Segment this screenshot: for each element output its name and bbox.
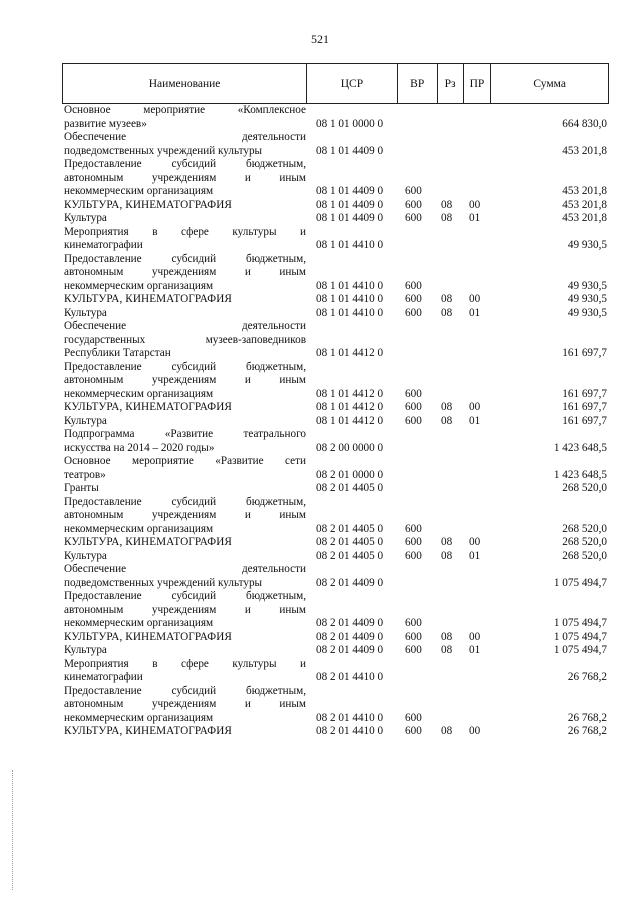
row-pr: 01 [469,212,481,224]
table-row [62,455,609,482]
row-rz: 08 [441,401,453,413]
row-vr: 600 [405,536,422,548]
row-name-line: некоммерческим организациям [64,522,214,535]
table-row [62,590,609,631]
row-name [62,199,306,213]
row-sum: 268 520,0 [562,549,607,562]
row-name [62,685,306,726]
row-name-line: КУЛЬТУРА, КИНЕМАТОГРАФИЯ [64,293,232,305]
row-pr: 00 [469,401,481,413]
row-csr: 08 2 01 4405 0 [316,522,384,535]
row-sum: 268 520,0 [562,482,607,494]
row-rz: 08 [441,549,453,562]
table-row [62,536,609,550]
row-name-line: Культура [64,549,107,562]
row-name-line: некоммерческим организациям [64,279,214,292]
row-csr: 08 1 01 4412 0 [316,347,384,359]
row-sum: 268 520,0 [562,536,607,548]
row-name-line: искусства на 2014 – 2020 годы» [64,441,215,454]
row-vr: 600 [405,630,422,643]
row-sum: 1 075 494,7 [553,644,607,656]
row-rz: 08 [441,198,453,211]
row-csr: 08 1 01 4412 0 [316,401,384,413]
row-name [62,496,306,537]
row-name [62,428,306,455]
row-rz: 08 [441,414,453,427]
row-vr: 600 [405,401,422,413]
row-vr: 600 [405,387,422,400]
row-csr: 08 2 01 4409 0 [316,576,384,589]
table-row [62,226,609,253]
row-sum: 26 768,2 [567,711,607,724]
row-csr: 08 1 01 4410 0 [316,293,384,305]
row-name-line: развитие музеев» [64,117,147,130]
row-rz: 08 [441,644,453,656]
row-sum: 664 830,0 [562,117,607,130]
row-name [62,212,306,226]
row-name [62,482,306,496]
row-pr: 01 [469,549,481,562]
row-vr: 600 [405,711,422,724]
row-rz: 08 [441,630,453,643]
row-name-line: Гранты [64,482,99,494]
row-name [62,293,306,307]
row-name-line: кинематографии [64,239,143,251]
table-body [62,104,609,739]
row-name-line: Подпрограмма «Развитие театрального [64,428,306,440]
row-name [62,644,306,658]
table-row [62,563,609,590]
row-name-line: Предоставление субсидий бюджетным, [64,158,306,170]
row-name-line: КУЛЬТУРА, КИНЕМАТОГРАФИЯ [64,725,232,737]
row-name-line: Обеспечение деятельности [64,320,306,332]
row-rz: 08 [441,536,453,548]
row-name [62,590,306,631]
row-name-line: Обеспечение деятельности [64,563,306,575]
header-rz: Рз [437,64,463,103]
table-row [62,725,609,739]
row-name [62,631,306,645]
row-csr: 08 2 01 4409 0 [316,617,384,629]
row-name-line: Культура [64,212,107,224]
table-row [62,644,609,658]
row-name-line: Обеспечение деятельности [64,131,306,143]
row-name-line: Республики Татарстан [64,347,171,359]
row-pr: 01 [469,414,481,427]
row-name-line: некоммерческим организациям [64,617,214,629]
table-row [62,253,609,294]
table-row [62,320,609,361]
row-csr: 08 1 01 4412 0 [316,387,384,400]
row-csr: 08 1 01 4409 0 [316,144,384,157]
row-csr: 08 2 01 4405 0 [316,536,384,548]
row-name-line: КУЛЬТУРА, КИНЕМАТОГРАФИЯ [64,198,232,211]
row-rz: 08 [441,293,453,305]
row-name [62,563,306,590]
row-pr: 00 [469,293,481,305]
row-name [62,725,306,739]
row-name [62,226,306,253]
row-pr: 00 [469,725,481,737]
row-sum: 268 520,0 [562,522,607,535]
table-row [62,361,609,402]
page-number: 521 [311,32,329,46]
row-name-line: автономным учреждениям и иным [64,374,306,386]
row-sum: 26 768,2 [567,671,607,683]
row-name-line: автономным учреждениям и иным [64,603,306,616]
row-sum: 1 423 648,5 [553,468,607,481]
row-sum: 1 075 494,7 [553,630,607,643]
row-name-line: КУЛЬТУРА, КИНЕМАТОГРАФИЯ [64,401,232,413]
table-row [62,104,609,131]
table-row [62,658,609,685]
header-pr: ПР [463,64,491,103]
table-row [62,631,609,645]
row-csr: 08 2 01 0000 0 [316,468,384,481]
row-name-line: автономным учреждениям и иным [64,266,306,278]
row-name-line: автономным учреждениям и иным [64,698,306,710]
header-csr: ЦСР [306,64,397,103]
table-row [62,428,609,455]
table-row [62,482,609,496]
row-sum: 1 075 494,7 [553,576,607,589]
row-name-line: КУЛЬТУРА, КИНЕМАТОГРАФИЯ [64,536,232,548]
header-sum: Сумма [490,64,608,103]
row-sum: 161 697,7 [562,414,607,427]
row-name-line: Мероприятия в сфере культуры и [64,225,306,238]
row-csr: 08 1 01 4410 0 [316,279,384,292]
row-name [62,455,306,482]
row-vr: 600 [405,212,422,224]
row-rz: 08 [441,725,453,737]
row-sum: 1 423 648,5 [553,441,607,454]
row-vr: 600 [405,414,422,427]
row-sum: 49 930,5 [567,279,607,292]
row-name [62,536,306,550]
row-rz: 08 [441,212,453,224]
margin-marks [12,770,14,890]
row-name [62,401,306,415]
row-csr: 08 2 01 4410 0 [316,671,384,683]
row-sum: 49 930,5 [567,239,607,251]
row-pr: 01 [469,644,481,656]
row-vr: 600 [405,198,422,211]
table-row [62,550,609,564]
row-name-line: Культура [64,644,107,656]
table-row [62,685,609,726]
row-pr: 01 [469,306,481,319]
row-name-line: некоммерческим организациям [64,387,214,400]
row-sum: 453 201,8 [562,198,607,211]
table-row [62,401,609,415]
row-vr: 600 [405,279,422,292]
table-row [62,496,609,537]
row-name-line: Предоставление субсидий бюджетным, [64,252,306,265]
row-sum: 26 768,2 [567,725,607,737]
table-row [62,131,609,158]
row-name-line: театров» [64,468,106,481]
row-csr: 08 1 01 4409 0 [316,185,384,197]
row-name-line: Предоставление субсидий бюджетным, [64,360,306,373]
row-sum: 49 930,5 [567,293,607,305]
row-name [62,131,306,158]
row-vr: 600 [405,617,422,629]
table-row [62,415,609,429]
row-name-line: государственных музеев-заповедников [64,333,306,346]
row-vr: 600 [405,293,422,305]
row-csr: 08 1 01 4412 0 [316,414,384,427]
table-header [62,63,609,104]
row-pr: 00 [469,630,481,643]
row-vr: 600 [405,522,422,535]
row-vr: 600 [405,185,422,197]
row-name-line: Предоставление субсидий бюджетным, [64,590,306,602]
table-row [62,293,609,307]
row-csr: 08 2 01 4405 0 [316,482,384,494]
row-name [62,158,306,199]
row-csr: 08 1 01 0000 0 [316,117,384,130]
row-csr: 08 2 01 4409 0 [316,630,384,643]
row-csr: 08 1 01 4409 0 [316,198,384,211]
row-vr: 600 [405,725,422,737]
header-vr: ВР [397,64,437,103]
row-name-line: подведомственных учреждений культуры [64,576,263,589]
row-csr: 08 2 01 4409 0 [316,644,384,656]
row-name-line: автономным учреждениям и иным [64,171,306,184]
row-name [62,361,306,402]
row-name [62,320,306,361]
row-name-line: Предоставление субсидий бюджетным, [64,495,306,508]
row-vr: 600 [405,644,422,656]
row-name-line: Предоставление субсидий бюджетным, [64,684,306,697]
row-name-line: Основное мероприятие «Развитие сети [64,455,306,467]
row-csr: 08 1 01 4410 0 [316,306,384,319]
row-name-line: КУЛЬТУРА, КИНЕМАТОГРАФИЯ [64,630,232,643]
row-sum: 161 697,7 [562,387,607,400]
row-name [62,104,306,131]
table-row [62,307,609,321]
budget-table [62,63,609,739]
row-pr: 00 [469,198,481,211]
row-name [62,253,306,294]
row-sum: 453 201,8 [562,185,607,197]
row-name [62,550,306,564]
row-sum: 161 697,7 [562,401,607,413]
row-sum: 161 697,7 [562,347,607,359]
row-name [62,415,306,429]
row-csr: 08 2 01 4410 0 [316,725,384,737]
row-csr: 08 1 01 4409 0 [316,212,384,224]
row-csr: 08 2 01 4410 0 [316,711,384,724]
row-name-line: Культура [64,414,107,427]
row-name-line: автономным учреждениям и иным [64,509,306,521]
row-csr: 08 1 01 4410 0 [316,239,384,251]
row-csr: 08 2 00 0000 0 [316,441,384,454]
row-name-line: кинематографии [64,671,143,683]
row-name [62,658,306,685]
row-vr: 600 [405,549,422,562]
header-name: Наименование [148,77,221,90]
row-name-line: некоммерческим организациям [64,711,214,724]
row-sum: 1 075 494,7 [553,617,607,629]
row-rz: 08 [441,306,453,319]
row-sum: 453 201,8 [562,212,607,224]
table-row [62,199,609,213]
row-pr: 00 [469,536,481,548]
row-name-line: Мероприятия в сфере культуры и [64,657,306,670]
row-vr: 600 [405,306,422,319]
row-name [62,307,306,321]
row-name-line: подведомственных учреждений культуры [64,144,263,157]
table-row [62,158,609,199]
row-csr: 08 2 01 4405 0 [316,549,384,562]
table-row [62,212,609,226]
row-sum: 453 201,8 [562,144,607,157]
row-name-line: Культура [64,306,107,319]
row-sum: 49 930,5 [567,306,607,319]
row-name-line: Основное мероприятие «Комплексное [64,104,306,116]
row-name-line: некоммерческим организациям [64,185,214,197]
